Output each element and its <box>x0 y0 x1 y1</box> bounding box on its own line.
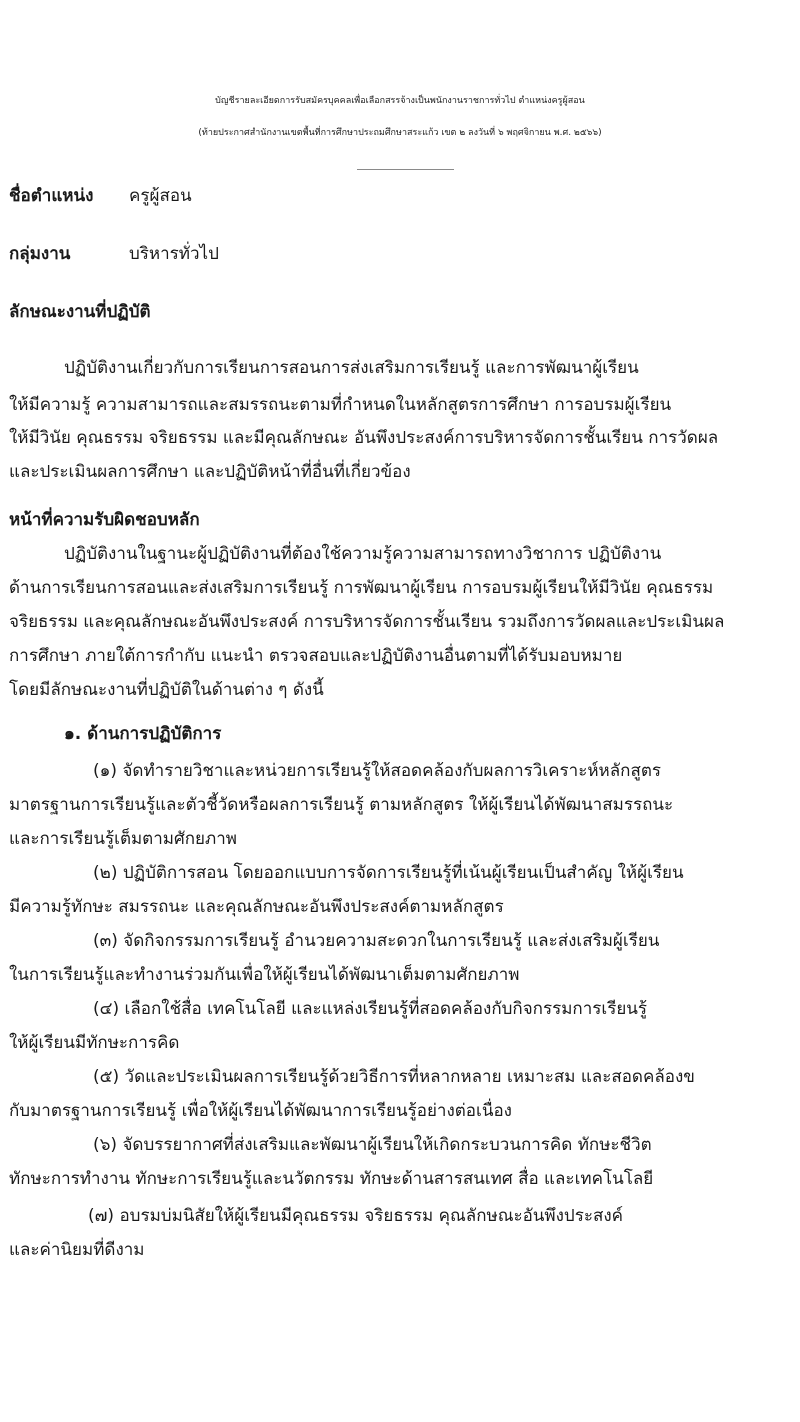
job-nature-line: ปฏิบัติงานเกี่ยวกับการเรียนการสอนการส่งเสริมการเรียนรู้ และการพัฒนาผู้เรียน <box>64 358 639 378</box>
job-nature-heading: ลักษณะงานที่ปฏิบัติ <box>9 302 151 322</box>
section-1-line: ทักษะการทำงาน ทักษะการเรียนรู้และนวัตกรรม ทักษะด้านสารสนเทศ สื่อ และเทคโนโลยี <box>9 1169 654 1189</box>
duties-heading: หน้าที่ความรับผิดชอบหลัก <box>9 510 200 530</box>
section-1-line: (๑) จัดทำรายวิชาและหน่วยการเรียนรู้ให้สอดคล้องกับผลการวิเคราะห์หลักสูตร <box>93 761 662 781</box>
section-1-line: (๓) จัดกิจกรรมการเรียนรู้ อำนวยความสะดวกในการเรียนรู้ และส่งเสริมผู้เรียน <box>93 931 660 951</box>
section-1-line: และค่านิยมที่ดีงาม <box>9 1240 145 1260</box>
position-label: ชื่อตำแหน่ง <box>9 186 94 206</box>
duties-line: จริยธรรม และคุณลักษณะอันพึงประสงค์ การบริหารจัดการชั้นเรียน รวมถึงการวัดผลและประเมินผล <box>9 612 725 632</box>
group-label: กลุ่มงาน <box>9 244 71 264</box>
document-title-line-1: บัญชีรายละเอียดการรับสมัครบุคคลเพื่อเลือกสรรจ้างเป็นพนักงานราชการทั่วไป ตำแหน่งครูผู้สอน <box>215 96 585 106</box>
section-1-line: (๕) วัดและประเมินผลการเรียนรู้ด้วยวิธีการที่หลากหลาย เหมาะสม และสอดคล้องข <box>93 1067 695 1087</box>
section-1-line: (๗) อบรมบ่มนิสัยให้ผู้เรียนมีคุณธรรม จริยธรรม คุณลักษณะอันพึงประสงค์ <box>88 1206 624 1226</box>
duties-line: ปฏิบัติงานในฐานะผู้ปฏิบัติงานที่ต้องใช้ความรู้ความสามารถทางวิชาการ ปฏิบัติงาน <box>64 544 662 564</box>
group-value: บริหารทั่วไป <box>129 244 219 264</box>
section-1-line: (๖) จัดบรรยากาศที่ส่งเสริมและพัฒนาผู้เรียนให้เกิดกระบวนการคิด ทักษะชีวิต <box>93 1135 652 1155</box>
section-1-heading: ๑. ด้านการปฏิบัติการ <box>64 724 222 744</box>
section-1-line: มีความรู้ทักษะ สมรรถนะ และคุณลักษณะอันพึงประสงค์ตามหลักสูตร <box>9 897 504 917</box>
duties-line: การศึกษา ภายใต้การกำกับ แนะนำ ตรวจสอบและปฏิบัติงานอื่นตามที่ได้รับมอบหมาย <box>9 646 623 666</box>
section-1-line: กับมาตรฐานการเรียนรู้ เพื่อให้ผู้เรียนได้พัฒนาการเรียนรู้อย่างต่อเนื่อง <box>9 1101 512 1121</box>
position-value: ครูผู้สอน <box>129 186 192 206</box>
section-1-line: (๒) ปฏิบัติการสอน โดยออกแบบการจัดการเรียนรู้ที่เน้นผู้เรียนเป็นสำคัญ ให้ผู้เรียน <box>93 863 684 883</box>
section-1-line: และการเรียนรู้เต็มตามศักยภาพ <box>9 829 237 849</box>
title-divider <box>357 169 454 170</box>
section-1-line: ให้ผู้เรียนมีทักษะการคิด <box>9 1033 180 1053</box>
job-nature-line: ให้มีความรู้ ความสามารถและสมรรถนะตามที่กำหนดในหลักสูตรการศึกษา การอบรมผู้เรียน <box>9 395 672 415</box>
section-1-line: มาตรฐานการเรียนรู้และตัวชี้วัดหรือผลการเรียนรู้ ตามหลักสูตร ให้ผู้เรียนได้พัฒนาสมรรถนะ <box>9 795 674 815</box>
section-1-line: (๔) เลือกใช้สื่อ เทคโนโลยี และแหล่งเรียนรู้ที่สอดคล้องกับกิจกรรมการเรียนรู้ <box>93 999 648 1019</box>
job-nature-line: และประเมินผลการศึกษา และปฏิบัติหน้าที่อื่นที่เกี่ยวข้อง <box>9 462 411 482</box>
job-nature-line: ให้มีวินัย คุณธรรม จริยธรรม และมีคุณลักษณะ อันพึงประสงค์การบริหารจัดการชั้นเรียน การวัดผล <box>9 428 719 448</box>
duties-line: โดยมีลักษณะงานที่ปฏิบัติในด้านต่าง ๆ ดังนี้ <box>9 680 324 700</box>
document-title-line-2: (ท้ายประกาศสำนักงานเขตพื้นที่การศึกษาประถมศึกษาสระแก้ว เขต ๒ ลงวันที่ ๖ พฤศจิกายน พ.ศ. ๒๕๖๖) <box>198 128 602 138</box>
section-1-line: ในการเรียนรู้และทำงานร่วมกันเพื่อให้ผู้เรียนได้พัฒนาเต็มตามศักยภาพ <box>9 965 520 985</box>
duties-line: ด้านการเรียนการสอนและส่งเสริมการเรียนรู้ การพัฒนาผู้เรียน การอบรมผู้เรียนให้มีวินัย คุณธรรม <box>9 578 714 598</box>
